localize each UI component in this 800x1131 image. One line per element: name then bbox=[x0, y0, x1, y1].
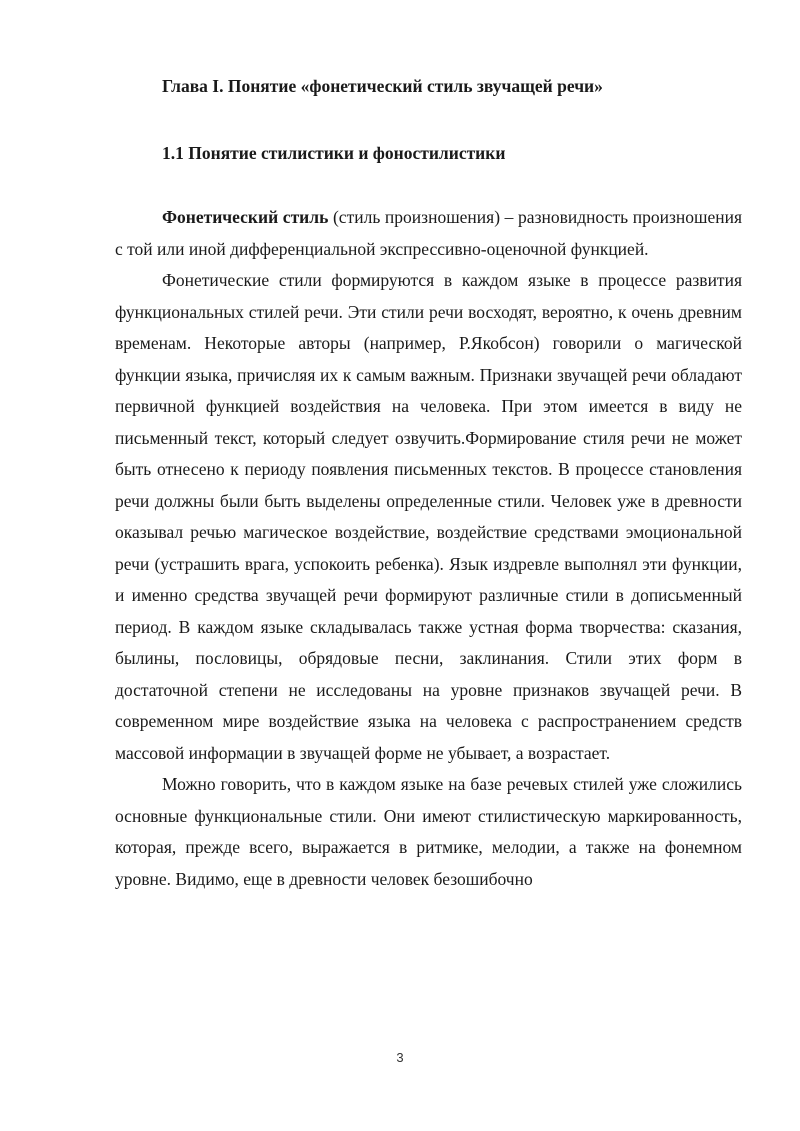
term-phonetic-style: Фонетический стиль bbox=[162, 207, 329, 227]
paragraph-3: Можно говорить, что в каждом языке на базе речевых стилей уже сложились основные функциональные стили. Они имеют стилистическую маркированность, которая, прежде всего, выражается в ритмике, мелодии, а также на фонемном уровне. Видимо, еще в древности человек безошибочно bbox=[115, 774, 742, 889]
paragraph-definition bbox=[115, 202, 742, 265]
paragraph-2: Фонетические стили формируются в каждом языке в процессе развития функциональных стилей речи. Эти стили речи восходят, вероятно, к очень древним временам. Некоторые авторы (например, Р.Якобсон) говорили о магической функции языка, причисляя их к самым важным. Признаки звучащей речи обладают первичной функцией воздействия на человека. При этом имеется в виду не письменный текст, который следует озвучить.Формирование стиля речи не может быть отнесено к периоду появления письменных текстов. В процессе становления речи должны были быть выделены определенные стили. Человек уже в древности оказывал речью магическое воздействие, воздействие средствами эмоциональной речи (устрашить врага, успокоить ребенка). Язык издревле выполнял эти функции, и именно средства звучащей речи формируют различные стили в дописьменный период. В каждом языке складывалась также устная форма творчества: сказания, былины, пословицы, обрядовые песни, заклинания. Стили этих форм в достаточной степени не исследованы на уровне признаков звучащей речи. В современном мире воздействие языка на человека с распространением средств массовой информации в звучащей форме не убывает, а возрастает. bbox=[115, 270, 742, 763]
chapter-title: Глава I. Понятие «фонетический стиль звучащей речи» bbox=[162, 76, 603, 96]
page-number: 3 bbox=[396, 1050, 404, 1065]
section-title: 1.1 Понятие стилистики и фоностилистики bbox=[162, 143, 506, 163]
body-text bbox=[115, 202, 742, 895]
definition-text: (стиль произношения) – разновидность произношения с той или иной дифференциальной экспрессивно-оценочной функцией. bbox=[115, 207, 742, 259]
